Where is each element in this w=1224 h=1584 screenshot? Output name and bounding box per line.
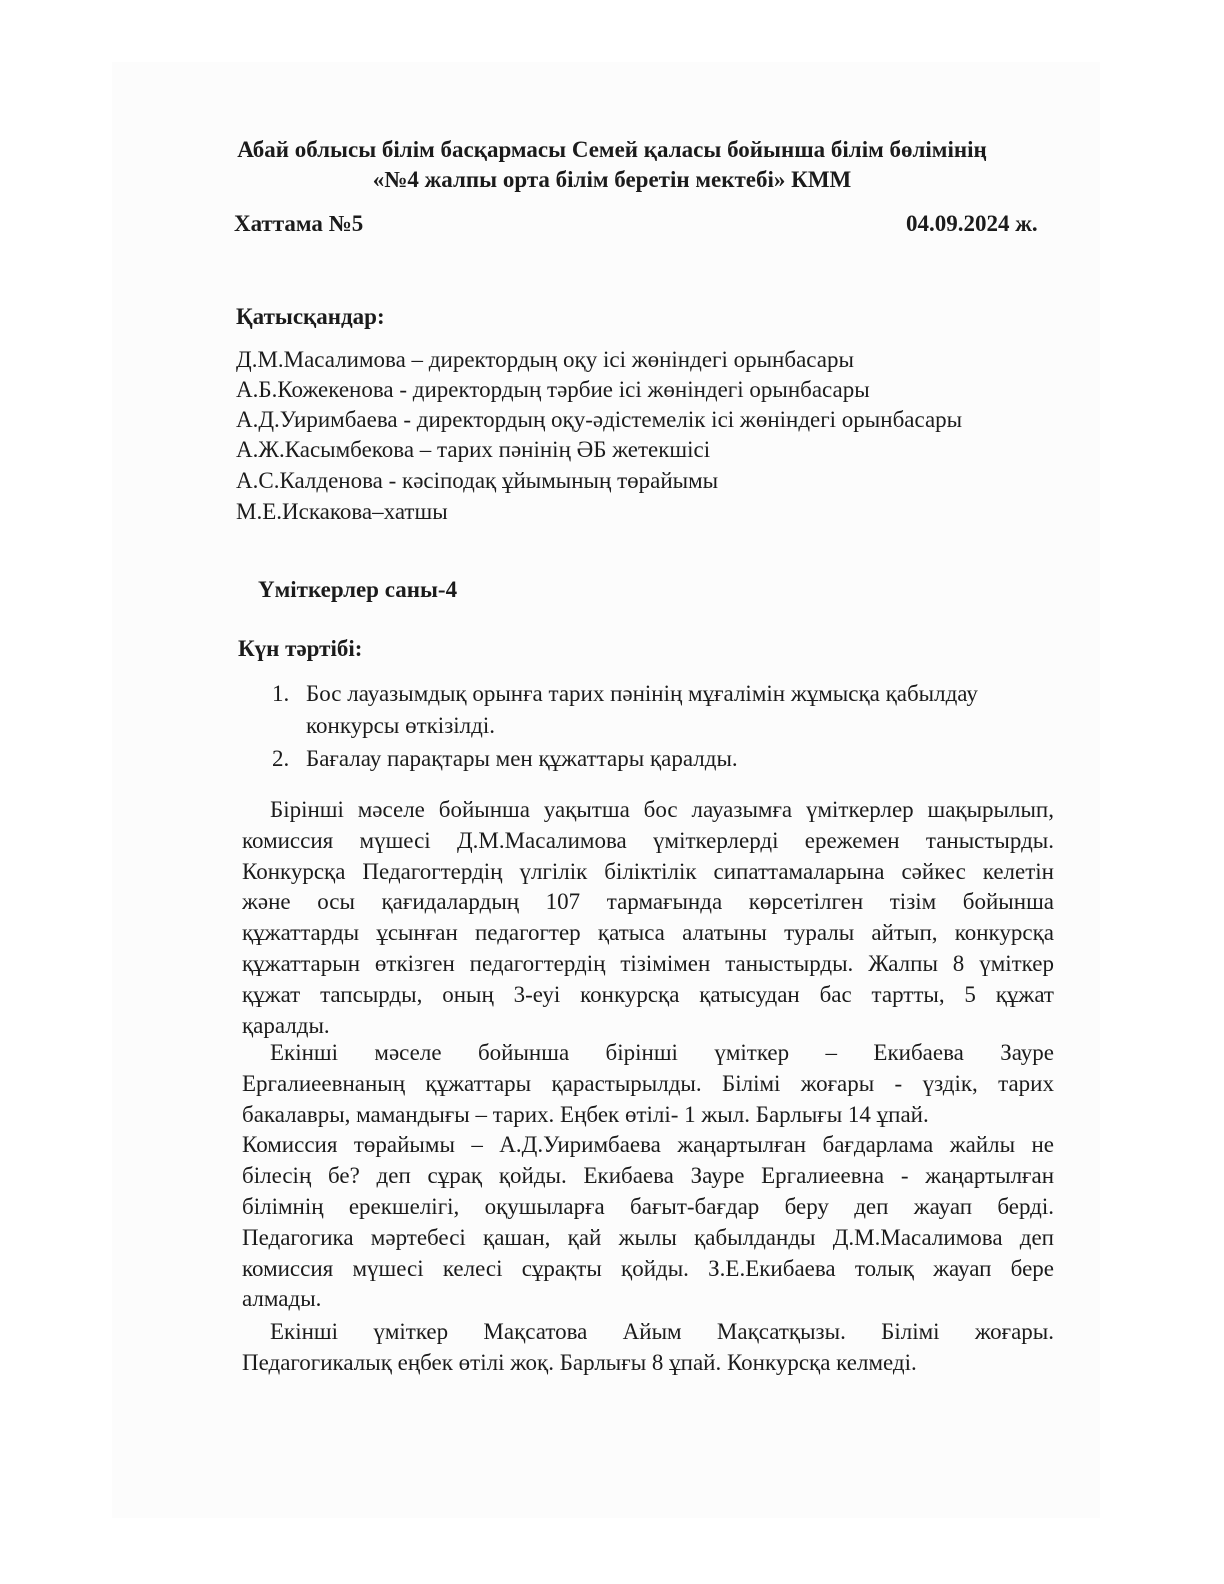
paragraph-line: Бірінші мәселе бойынша уақытша бос лауазымға үміткерлер шақырылып, [270,797,1054,822]
body-paragraph [242,1038,1054,1315]
paragraph-line: құжат тапсырды, оның 3-еуі конкурсқа қатысудан бас тартты, 5 құжат [242,981,1054,1007]
paragraph-line: қаралды. [242,1012,330,1038]
paragraph-line: білесің бе? деп сұрақ қойды. Екибаева Зауре Ергалиеевна - жаңартылған [242,1163,1054,1189]
paragraph-line: және осы қағидалардың 107 тармағында көрсетілген тізім бойынша [242,889,1054,915]
participant-item: А.Д.Уиримбаева - директордың оқу-әдістемелік ісі жөніндегі орынбасары [236,407,963,432]
paragraph-line: Екінші үміткер Мақсатова Айым Мақсатқызы. Білімі жоғары. [270,1319,1054,1344]
agenda-item-text: Бағалау парақтары мен құжаттары қаралды. [306,746,738,771]
participant-item: А.Б.Кожекенова - директордың тәрбие ісі жөніндегі орынбасары [236,377,870,402]
paragraph-line: Педагогика мәртебесі қашан, қай жылы қабылданды Д.М.Масалимова деп [242,1224,1054,1250]
paragraph-line: білімнің ерекшелігі, оқушыларға бағыт-бағдар беру деп жауап берді. [242,1193,1054,1219]
agenda-item-text: Бос лауазымдық орынға тарих пәнінің мұғалімін жұмысқа қабылдау [306,681,978,706]
agenda-item-text-continued: конкурсы өткізілді. [306,713,495,738]
participant-item: А.Ж.Касымбекова – тарих пәнінің ӘБ жетекшісі [236,437,711,462]
paragraph-line: Конкурсқа Педагогтердің үлгілік біліктілік сипаттамаларына сәйкес келетін [242,858,1054,884]
candidates-count: Үміткерлер саны-4 [258,577,458,602]
paragraph-line: Екінші мәселе бойынша бірінші үміткер – Екибаева Зауре [270,1040,1054,1065]
organization-title-line-2: «№4 жалпы орта білім беретін мектебі» КММ [372,167,852,192]
agenda-item-number: 1. [272,681,290,706]
paragraph-line: құжаттарын өткізген педагогтердің тізімімен таныстырды. Жалпы 8 үміткер [242,950,1054,976]
paragraph-line: алмады. [242,1286,322,1312]
organization-title-line-1: Абай облысы білім басқармасы Семей қаласы бойынша білім бөлімінің [237,137,987,162]
protocol-number: Хаттама №5 [234,211,364,236]
paragraph-line: Ергалиеевнаның құжаттары қарастырылды. Білімі жоғары - үздік, тарих [242,1070,1054,1096]
paragraph-line: комиссия мүшесі келесі сұрақты қойды. З.Е.Екибаева толық жауап бере [242,1255,1054,1281]
paragraph-line: бакалавры, мамандығы – тарих. Еңбек өтілі- 1 жыл. Барлығы 14 ұпай. [242,1101,929,1127]
paragraph-line: құжаттарды ұсынған педагогтер қатыса алатыны туралы айтып, конкурсқа [242,920,1054,946]
paragraph-line: Педагогикалық еңбек өтілі жоқ. Барлығы 8 ұпай. Конкурсқа келмеді. [242,1349,917,1375]
participants-heading: Қатысқандар: [236,304,385,329]
paragraph-line: Комиссия төрайымы – А.Д.Уиримбаева жаңартылған бағдарлама жайлы не [242,1132,1054,1158]
body-paragraph [242,1317,1054,1379]
agenda-item-number: 2. [272,746,290,771]
participant-item: А.С.Калденова - кәсіподақ ұйымының төрайымы [236,468,719,493]
protocol-date: 04.09.2024 ж. [906,211,1038,236]
body-paragraph [242,795,1054,1041]
participant-item: М.Е.Искакова–хатшы [236,499,448,524]
participant-item: Д.М.Масалимова – директордың оқу ісі жөніндегі орынбасары [236,347,854,372]
agenda-heading: Күн тәртібі: [238,636,363,661]
paragraph-line: комиссия мүшесі Д.М.Масалимова үміткерлерді ережемен таныстырды. [242,827,1054,853]
